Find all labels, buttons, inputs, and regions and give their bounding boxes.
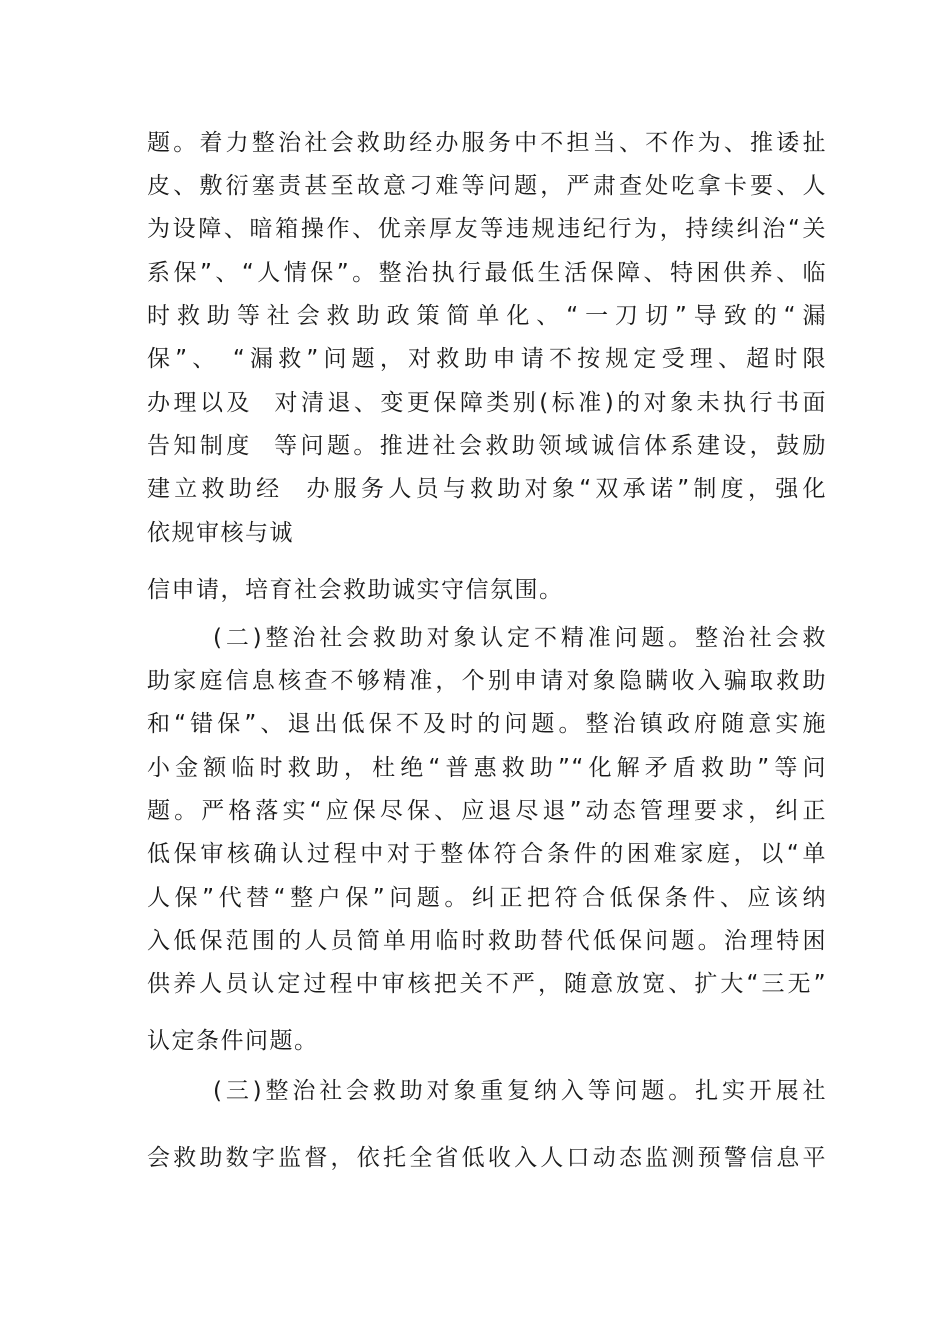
text-line: 和“错保”、退出低保不及时的问题。整治镇政府随意实施 (147, 711, 827, 737)
text-line: 保”、 “漏救”问题，对救助申请不按规定受理、超时限 (147, 346, 827, 372)
text-line: 低保审核确认过程中对于整体符合条件的困难家庭，以“单 (147, 841, 827, 867)
text-line: 会救助数字监督，依托全省低收入人口动态监测预警信息平 (147, 1145, 827, 1171)
text-line: 人保”代替“整户保”问题。纠正把符合低保条件、应该纳 (147, 885, 827, 911)
text-line: 小金额临时救助，杜绝“普惠救助”“化解矛盾救助”等问 (147, 755, 827, 781)
text-line: 皮、敷衍塞责甚至故意刁难等问题，严肃查处吃拿卡要、人 (147, 173, 827, 199)
text-line: 入低保范围的人员简单用临时救助替代低保问题。治理特困 (147, 928, 827, 954)
text-line: 供养人员认定过程中审核把关不严，随意放宽、扩大“三无” (147, 971, 827, 997)
paragraph-heading: (三)整治社会救助对象重复纳入等问题。扎实开展社 (213, 1078, 827, 1104)
text-line: 认定条件问题。 (147, 1028, 319, 1054)
text-line: 信申请，培育社会救助诚实守信氛围。 (147, 577, 564, 603)
text-line: 建立救助经 办服务人员与救助对象“双承诺”制度，强化 (147, 476, 827, 502)
paragraph-heading: (二)整治社会救助对象认定不精准问题。整治社会救 (213, 625, 827, 651)
text-line: 时救助等社会救助政策简单化、“一刀切”导致的“漏 (147, 303, 827, 329)
text-line: 办理以及 对清退、变更保障类别(标准)的对象未执行书面 (147, 390, 827, 416)
text-line: 依规审核与诚 (147, 520, 294, 546)
text-line: 为设障、暗箱操作、优亲厚友等违规违纪行为，持续纠治“关 (147, 216, 827, 242)
text-line: 系保”、“人情保”。整治执行最低生活保障、特困供养、临 (147, 260, 827, 286)
text-line: 题。着力整治社会救助经办服务中不担当、不作为、推诿扯 (147, 130, 827, 156)
text-line: 题。严格落实“应保尽保、应退尽退”动态管理要求，纠正 (147, 798, 827, 824)
text-line: 告知制度 等问题。推进社会救助领域诚信体系建设，鼓励 (147, 433, 827, 459)
text-line: 助家庭信息核查不够精准，个别申请对象隐瞒收入骗取救助 (147, 668, 827, 694)
